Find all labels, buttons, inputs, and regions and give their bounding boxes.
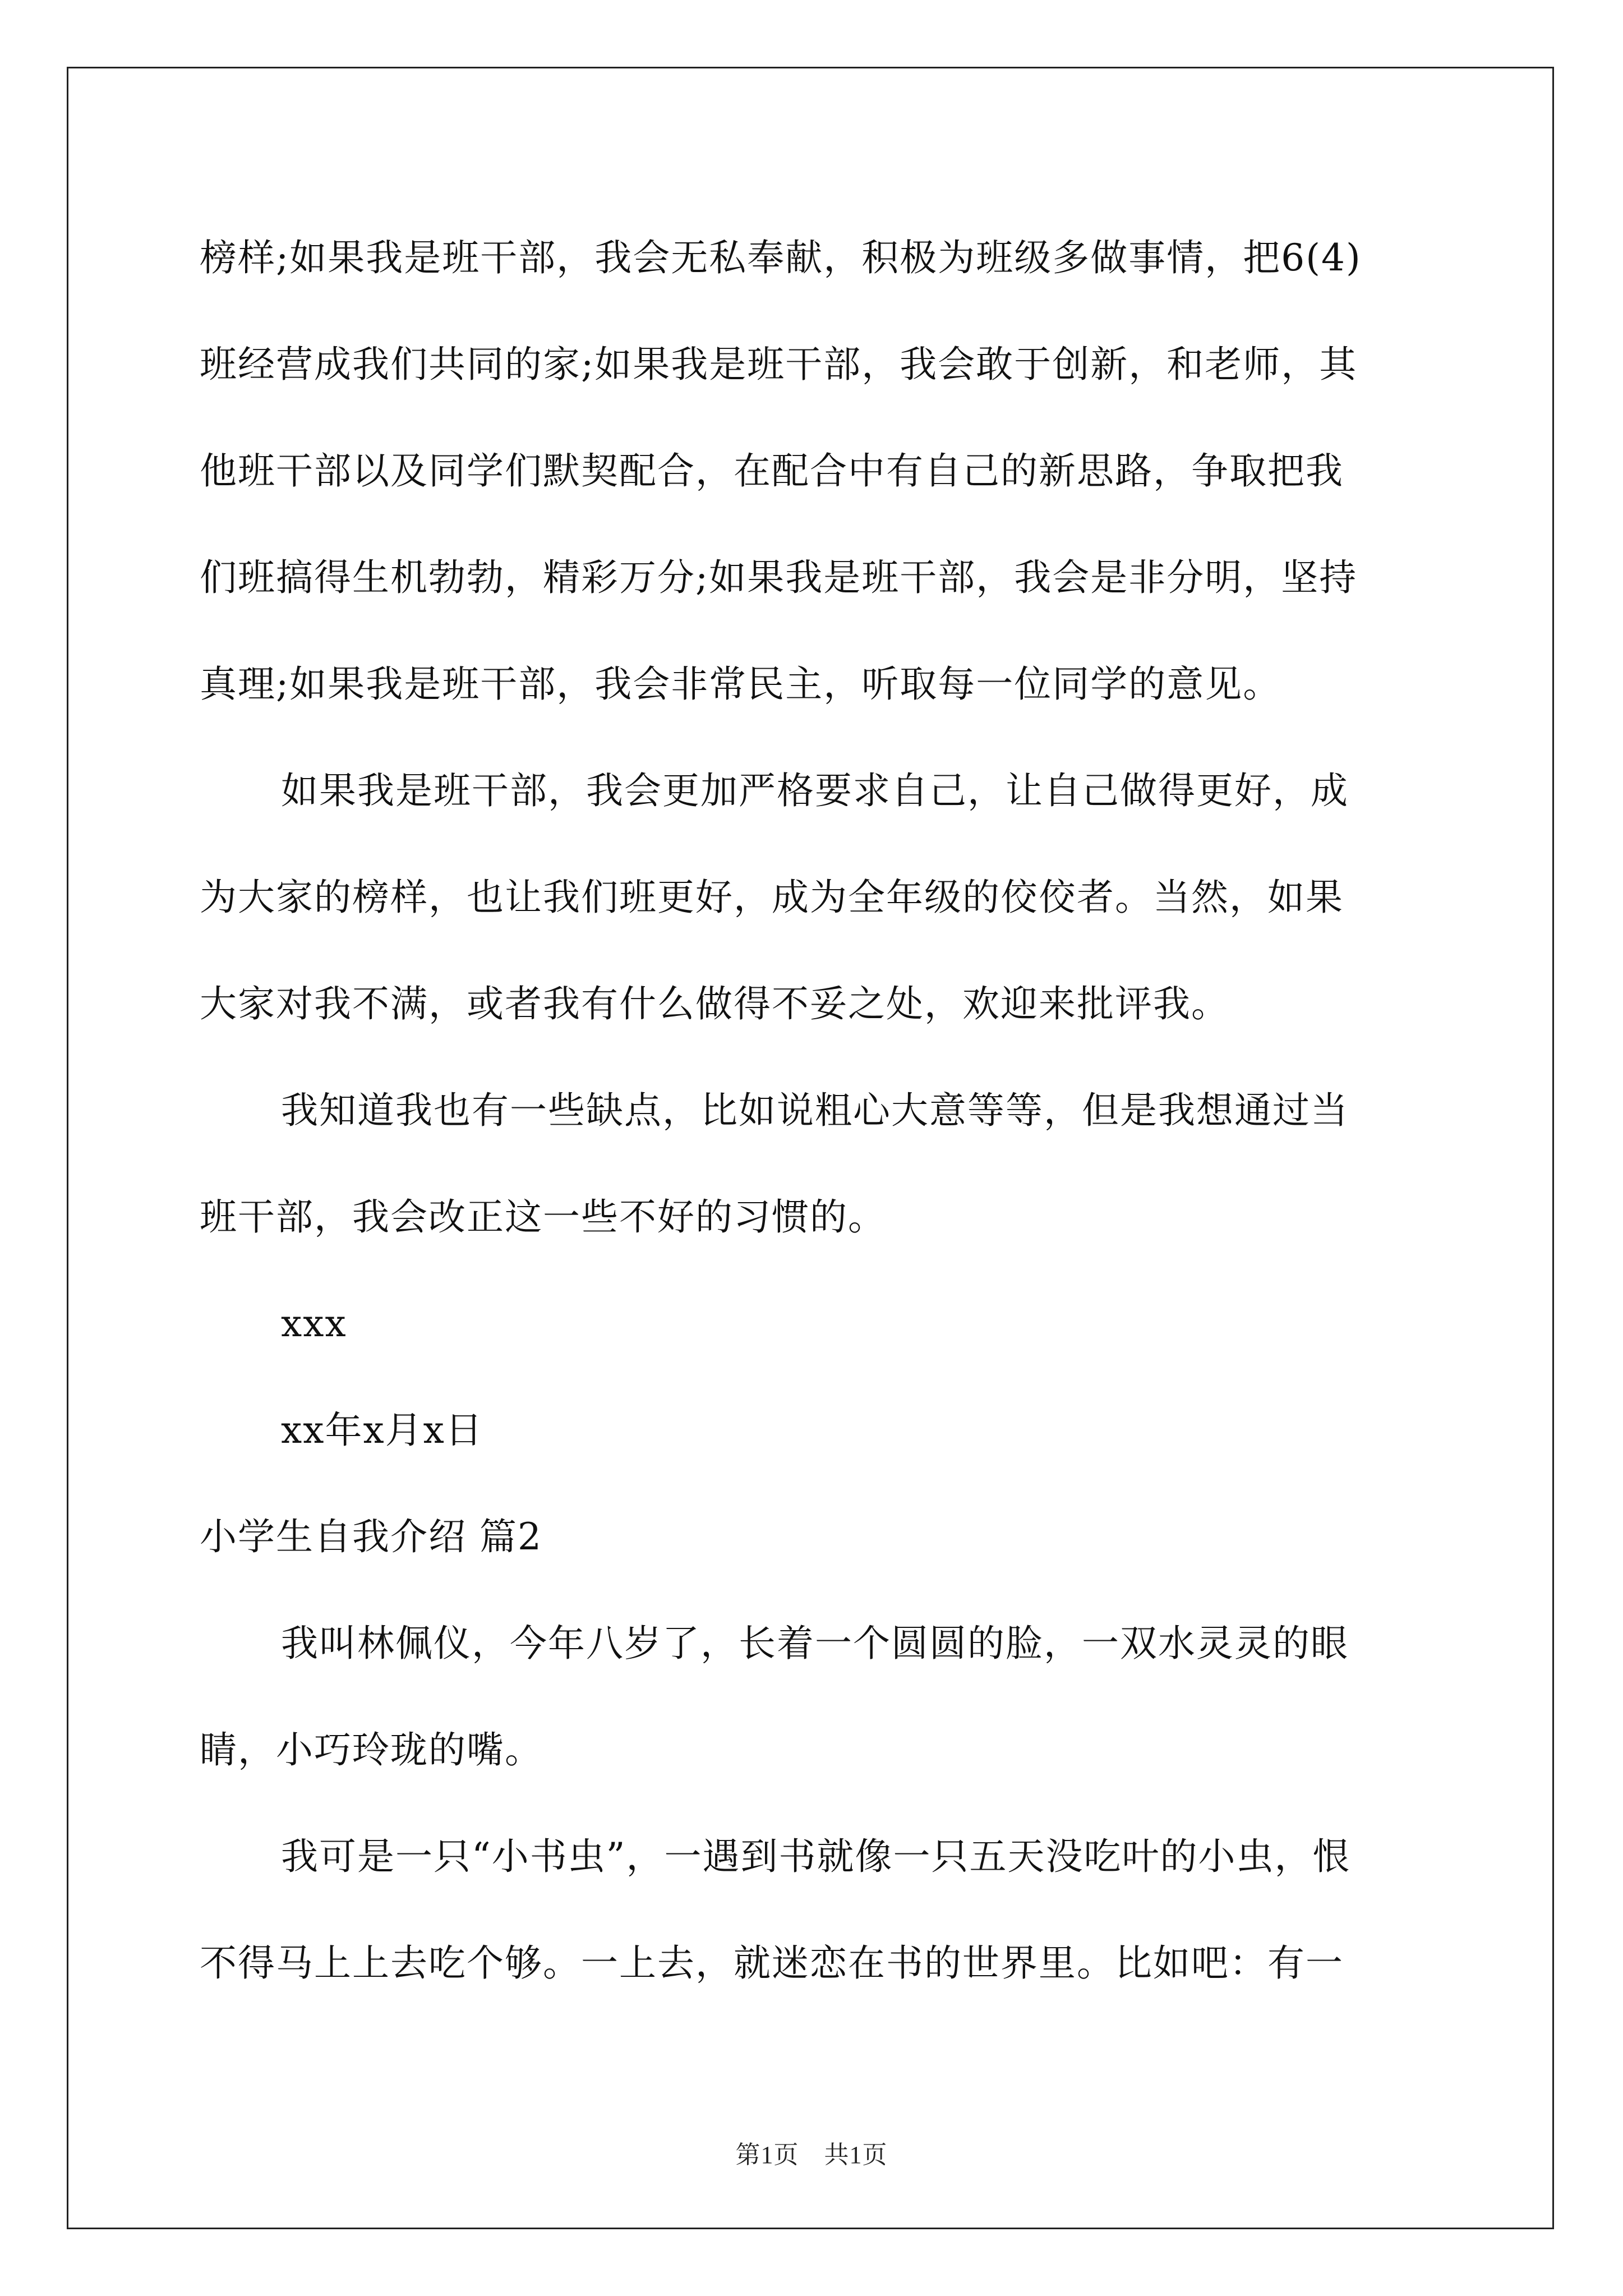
text-line: 为大家的榜样，也让我们班更好，成为全年级的佼佼者。当然，如果 <box>200 876 1344 919</box>
text-line: 他班干部以及同学们默契配合，在配合中有自己的新思路，争取把我 <box>200 449 1344 493</box>
text-line: 真理;如果我是班干部，我会非常民主，听取每一位同学的意见。 <box>200 662 1281 706</box>
signature-name: xxx <box>281 1302 347 1345</box>
signature-date: xx年x月x日 <box>281 1409 483 1452</box>
text-line: 如果我是班干部，我会更加严格要求自己，让自己做得更好，成 <box>281 769 1349 812</box>
text-line: 不得马上上去吃个够。一上去，就迷恋在书的世界里。比如吧：有一 <box>200 1941 1344 1985</box>
section-heading: 小学生自我介绍 篇2 <box>200 1515 542 1558</box>
document-body <box>200 205 1433 2017</box>
text-line: 们班搞得生机勃勃，精彩万分;如果我是班干部，我会是非分明，坚持 <box>200 556 1358 599</box>
text-line: 大家对我不满，或者我有什么做得不妥之处，欢迎来批评我。 <box>200 982 1229 1025</box>
text-line: 我叫林佩仪，今年八岁了，长着一个圆圆的脸，一双水灵灵的眼 <box>281 1622 1349 1665</box>
text-line: 睛，小巧玲珑的嘴。 <box>200 1728 543 1772</box>
text-line: 我可是一只“小书虫”，一遇到书就像一只五天没吃叶的小虫，恨 <box>281 1835 1351 1878</box>
text-line: 我知道我也有一些缺点，比如说粗心大意等等，但是我想通过当 <box>281 1089 1349 1132</box>
text-line: 班经营成我们共同的家;如果我是班干部，我会敢于创新，和老师，其 <box>200 343 1358 386</box>
text-line: 班干部，我会改正这一些不好的习惯的。 <box>200 1195 886 1239</box>
page-footer: 第1页 共1页 <box>735 2141 888 2169</box>
text-line: 榜样;如果我是班干部，我会无私奉献，积极为班级多做事情，把6(4) <box>200 236 1362 279</box>
